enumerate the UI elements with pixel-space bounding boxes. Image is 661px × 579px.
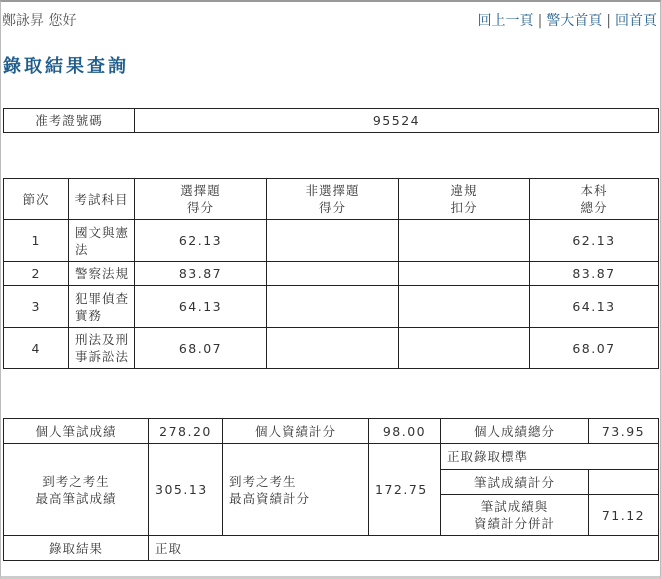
max-record-label: 到考之考生 最高資績計分 [223,444,369,536]
home-link[interactable]: 回首頁 [615,13,657,29]
mc-cell: 62.13 [135,220,267,262]
non-mc-cell [267,286,399,328]
scores-table [3,178,659,369]
deduct-cell [399,220,530,262]
deduct-cell [399,286,530,328]
column-header: 非選擇題 得分 [267,179,399,220]
result-label: 錄取結果 [4,536,149,561]
total-cell: 62.13 [530,220,659,262]
deduct-cell [399,262,530,286]
written-standard-value [589,470,659,495]
written-standard-label: 筆試成績計分 [441,470,589,495]
column-header: 選擇題 得分 [135,179,267,220]
column-header: 違規 扣分 [399,179,530,220]
max-written-value: 305.13 [149,444,223,536]
result-value: 正取 [149,536,659,561]
greeting: 鄭詠昇 您好 [2,13,77,29]
column-header: 本科 總分 [530,179,659,220]
separator: | [606,13,611,29]
subject-cell: 刑法及刑事訴訟法 [69,328,135,369]
police-university-home-link[interactable]: 警大首頁 [546,13,603,29]
session-cell: 3 [4,286,69,328]
max-written-label: 到考之考生 最高筆試成績 [4,444,149,536]
scores-header-row [4,179,659,220]
subject-cell: 犯罪偵查實務 [69,286,135,328]
ticket-label: 准考證號碼 [4,109,135,133]
session-cell: 4 [4,328,69,369]
record-value: 98.00 [369,419,441,444]
top-nav [478,10,657,30]
session-cell: 1 [4,220,69,262]
page-title: 錄取結果查詢 [3,56,129,77]
standard-label: 正取錄取標準 [441,444,659,470]
deduct-cell [399,328,530,369]
max-record-value: 172.75 [369,444,441,536]
non-mc-cell [267,220,399,262]
mc-cell: 64.13 [135,286,267,328]
table-row [4,262,659,286]
combined-label: 筆試成績與 資績計分併計 [441,495,589,536]
back-link[interactable]: 回上一頁 [477,13,534,29]
combined-value: 71.12 [589,495,659,536]
column-header: 考試科目 [69,179,135,220]
mc-cell: 83.87 [135,262,267,286]
total-label: 個人成績總分 [441,419,589,444]
subject-cell: 國文與憲法 [69,220,135,262]
written-value: 278.20 [149,419,223,444]
table-row [4,286,659,328]
non-mc-cell [267,262,399,286]
written-label: 個人筆試成績 [4,419,149,444]
total-cell: 68.07 [530,328,659,369]
mc-cell: 68.07 [135,328,267,369]
total-cell: 64.13 [530,286,659,328]
table-row [4,220,659,262]
admission-ticket-table [3,108,659,133]
summary-table [3,418,659,561]
total-cell: 83.87 [530,262,659,286]
subject-cell: 警察法規 [69,262,135,286]
record-label: 個人資績計分 [223,419,369,444]
ticket-value: 95524 [135,109,659,133]
non-mc-cell [267,328,399,369]
session-cell: 2 [4,262,69,286]
column-header: 節次 [4,179,69,220]
table-row [4,328,659,369]
total-value: 73.95 [589,419,659,444]
separator: | [537,13,543,29]
